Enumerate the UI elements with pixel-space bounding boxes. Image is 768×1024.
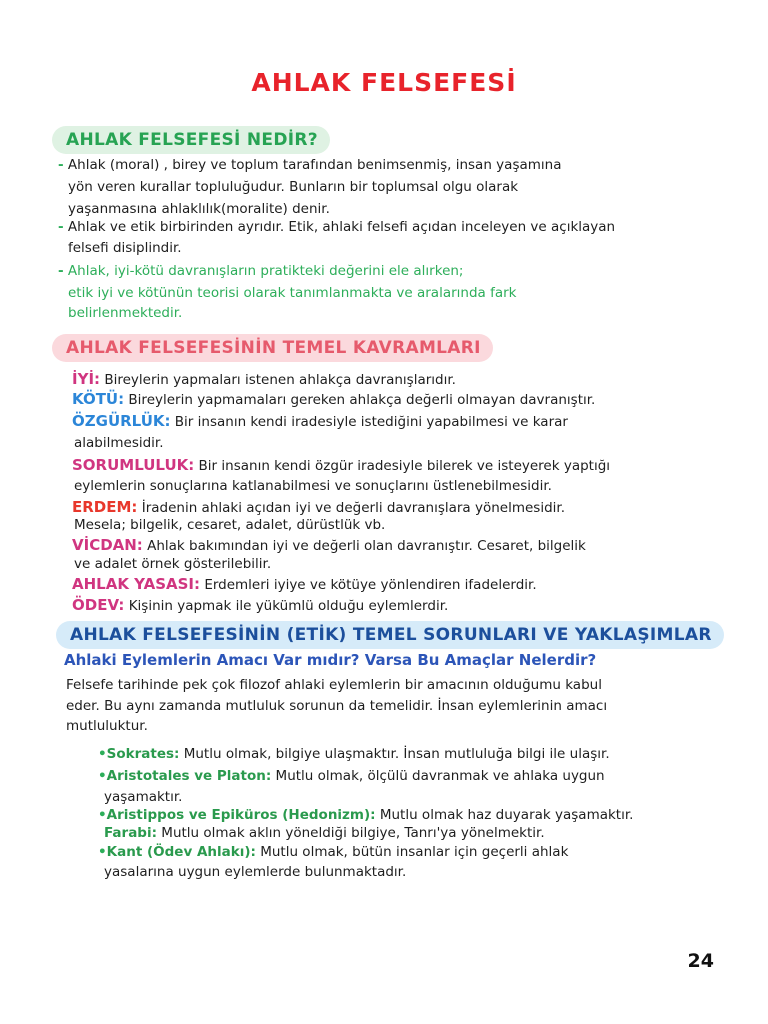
philosopher-name: Aristippos ve Epiküros (Hedonizm): xyxy=(106,807,376,823)
philosopher-item-sokrates xyxy=(98,744,610,764)
concept-ahlak-yasasi xyxy=(72,574,537,595)
definition-bullet-1 xyxy=(58,155,561,175)
section-heading-concepts: AHLAK FELSEFESİNİN TEMEL KAVRAMLARI xyxy=(52,334,493,362)
concept-term: VİCDAN: xyxy=(72,536,143,554)
concept-continuation: eylemlerin sonuçlarına katlanabilmesi ve sonuçlarını üstlenebilmesidir. xyxy=(74,478,552,494)
bullet-continuation: yaşanmasına ahlaklılık(moralite) denir. xyxy=(68,201,330,217)
concept-term: KÖTÜ: xyxy=(72,390,125,408)
bullet-continuation: yön veren kurallar topluluğudur. Bunların bir toplumsal olgu olarak xyxy=(68,179,519,195)
page-number: 24 xyxy=(687,950,714,972)
philosopher-view: Mutlu olmak aklın yöneldiği bilgiye, Tanrı'ya yönelmektir. xyxy=(157,825,545,841)
concept-term: ÖZGÜRLÜK: xyxy=(72,412,171,430)
philosopher-view: Mutlu olmak haz duyarak yaşamaktır. xyxy=(375,807,634,823)
section-question: Ahlaki Eylemlerin Amacı Var mıdır? Varsa Bu Amaçlar Nelerdir? xyxy=(64,651,597,669)
bullet-continuation: belirlenmektedir. xyxy=(68,305,183,321)
concept-term: İYİ: xyxy=(72,370,101,388)
dot-bullet-icon: • xyxy=(98,768,107,784)
concept-definition: Ahlak bakımından iyi ve değerli olan davranıştır. Cesaret, bilgelik xyxy=(147,538,586,554)
philosopher-name: Sokrates: xyxy=(106,746,180,762)
philosopher-item-hedonizm xyxy=(98,805,633,825)
section-heading-what-is: AHLAK FELSEFESİ NEDİR? xyxy=(52,126,330,154)
concept-definition: Bireylerin yapmamaları gereken ahlakça değerli olmayan davranıştır. xyxy=(128,392,596,408)
concept-continuation: Mesela; bilgelik, cesaret, adalet, dürüstlük vb. xyxy=(74,517,386,533)
concept-definition: Bir insanın kendi özgür iradesiyle bilerek ve isteyerek yaptığı xyxy=(198,458,611,474)
item-continuation: yaşamaktır. xyxy=(104,789,183,805)
bullet-continuation: felsefi disiplindir. xyxy=(68,240,182,256)
bullet-text: Ahlak (moral) , birey ve toplum tarafından benimsenmiş, insan yaşamına xyxy=(67,157,562,173)
concept-definition: Bir insanın kendi iradesiyle istediğini yapabilmesi ve karar xyxy=(174,414,568,430)
concept-definition: Bireylerin yapmaları istenen ahlakça davranışlarıdır. xyxy=(104,372,456,388)
philosopher-view: Mutlu olmak, bütün insanlar için geçerli ahlak xyxy=(255,844,569,860)
concept-continuation: ve adalet örnek gösterilebilir. xyxy=(74,556,272,572)
dot-bullet-icon: • xyxy=(98,807,107,823)
paragraph-line: eder. Bu aynı zamanda mutluluk sorunun da temelidir. İnsan eylemlerinin amacı xyxy=(66,698,608,714)
concept-term: ERDEM: xyxy=(72,498,138,516)
concept-term: SORUMLULUK: xyxy=(72,456,195,474)
definition-bullet-3 xyxy=(58,261,463,281)
philosopher-name: Aristotales ve Platon: xyxy=(106,768,272,784)
philosopher-name: Farabi: xyxy=(104,825,157,841)
concept-odev xyxy=(72,595,448,616)
dot-bullet-icon: • xyxy=(98,746,107,762)
philosopher-view: Mutlu olmak, bilgiye ulaşmaktır. İnsan mutluluğa bilgi ile ulaşır. xyxy=(179,746,610,762)
paragraph-line: Felsefe tarihinde pek çok filozof ahlaki eylemlerin bir amacının olduğumu kabul xyxy=(66,677,602,693)
philosopher-name: Kant (Ödev Ahlakı): xyxy=(106,844,256,860)
concept-iyi xyxy=(72,369,456,390)
philosopher-item-farabi xyxy=(104,823,545,843)
definition-bullet-2 xyxy=(58,217,615,237)
concept-term: ÖDEV: xyxy=(72,596,125,614)
section-heading-problems: AHLAK FELSEFESİNİN (ETİK) TEMEL SORUNLARI VE YAKLAŞIMLAR xyxy=(56,621,724,649)
dot-bullet-icon: • xyxy=(98,844,107,860)
concept-vicdan xyxy=(72,535,586,556)
dash-bullet-icon: - xyxy=(58,263,64,279)
paragraph-line: mutluluktur. xyxy=(66,718,148,734)
philosopher-item-kant xyxy=(98,842,568,862)
item-continuation: yasalarına uygun eylemlerde bulunmaktadır. xyxy=(104,864,407,880)
concept-sorumluluk xyxy=(72,455,610,476)
bullet-text: Ahlak, iyi-kötü davranışların pratikteki değerini ele alırken; xyxy=(67,263,464,279)
concept-continuation: alabilmesidir. xyxy=(74,435,164,451)
dash-bullet-icon: - xyxy=(58,157,64,173)
concept-kotu xyxy=(72,389,595,410)
concept-definition: İradenin ahlaki açıdan iyi ve değerli davranışlara yönelmesidir. xyxy=(141,500,566,516)
philosopher-item-aristoteles xyxy=(98,766,605,786)
philosopher-view: Mutlu olmak, ölçülü davranmak ve ahlaka uygun xyxy=(271,768,605,784)
dash-bullet-icon: - xyxy=(58,219,64,235)
concept-definition: Kişinin yapmak ile yükümlü olduğu eylemlerdir. xyxy=(128,598,449,614)
concept-term: AHLAK YASASI: xyxy=(72,575,201,593)
page-title: AHLAK FELSEFESİ xyxy=(251,68,517,97)
concept-definition: Erdemleri iyiye ve kötüye yönlendiren ifadelerdir. xyxy=(204,577,537,593)
bullet-text: Ahlak ve etik birbirinden ayrıdır. Etik, ahlaki felsefi açıdan inceleyen ve açıklayan xyxy=(67,219,616,235)
bullet-continuation: etik iyi ve kötünün teorisi olarak tanımlanmakta ve aralarında fark xyxy=(68,285,517,301)
concept-ozgurluk xyxy=(72,411,568,432)
